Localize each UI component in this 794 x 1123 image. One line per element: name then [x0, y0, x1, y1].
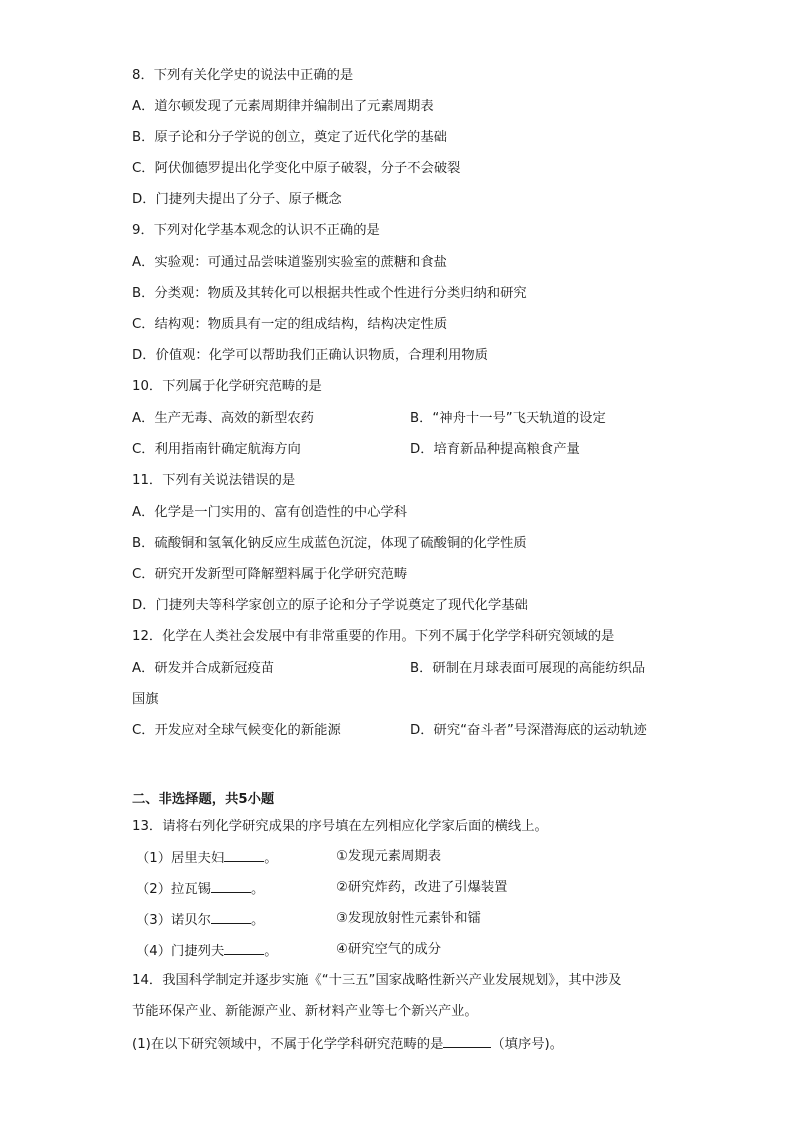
q11-option-b: B．硫酸铜和氢氧化钠反应生成蓝色沉淀，体现了硫酸铜的化学性质 [132, 536, 527, 551]
q8-stem: 8．下列有关化学史的说法中正确的是 [132, 68, 354, 83]
q13-stem: 13．请将右列化学研究成果的序号填在左列相应化学家后面的横线上。 [132, 819, 548, 834]
q12-option-a: A．研发并合成新冠疫苗 [132, 661, 275, 676]
q13-left-2-label: （2）拉瓦锡 [136, 882, 211, 897]
q14-sub1-prompt: (1)在以下研究领域中，不属于化学学科研究范畴的是 [132, 1037, 444, 1052]
q11-stem: 11．下列有关说法错误的是 [132, 473, 296, 488]
q13-end-mark-4: 。 [264, 944, 278, 959]
q13-left-2 [136, 878, 264, 900]
q13-blank-2[interactable] [211, 878, 251, 893]
q12-option-b-continued: 国旗 [132, 692, 159, 707]
q13-left-4-label: （4）门捷列夫 [136, 944, 225, 959]
q8-option-d: D．门捷列夫提出了分子、原子概念 [132, 192, 342, 207]
q13-left-3 [136, 909, 264, 931]
q13-blank-1[interactable] [224, 847, 264, 862]
q13-left-4 [136, 940, 278, 962]
section-title: 二、非选择题，共5小题 [132, 792, 275, 807]
q9-option-c: C．结构观：物质具有一定的组成结构，结构决定性质 [132, 317, 448, 332]
q12-stem: 12．化学在人类社会发展中有非常重要的作用。下列不属于化学学科研究领域的是 [132, 629, 615, 644]
q13-blank-3[interactable] [211, 909, 251, 924]
q12-option-d: D．研究“奋斗者”号深潜海底的运动轨迹 [410, 723, 647, 738]
q11-option-c: C．研究开发新型可降解塑料属于化学研究范畴 [132, 567, 408, 582]
q11-option-a: A．化学是一门实用的、富有创造性的中心学科 [132, 505, 408, 520]
q13-left-1 [136, 847, 278, 869]
q10-stem: 10．下列属于化学研究范畴的是 [132, 379, 322, 394]
q10-option-a: A．生产无毒、高效的新型农药 [132, 411, 314, 426]
q13-end-mark-3: 。 [250, 913, 265, 928]
q14-sub1-suffix: （填序号)。 [491, 1037, 564, 1052]
q13-left-3-label: （3）诺贝尔 [136, 913, 211, 928]
q9-option-d: D．价值观：化学可以帮助我们正确认识物质，合理利用物质 [132, 348, 488, 363]
q13-right-4: ④研究空气的成分 [336, 942, 441, 957]
q10-option-d: D．培育新品种提高粮食产量 [410, 442, 580, 457]
q10-option-b: B．“神舟十一号”飞天轨道的设定 [410, 411, 606, 426]
q13-end-mark-1: 。 [264, 851, 278, 866]
q14-stem-line2: 节能环保产业、新能源产业、新材料产业等七个新兴产业。 [132, 1004, 478, 1019]
q14-sub1 [132, 1033, 563, 1055]
q12-option-b: B．研制在月球表面可展现的高能纺织品 [410, 661, 646, 676]
q13-right-1: ①发现元素周期表 [336, 849, 441, 864]
q9-stem: 9．下列对化学基本观念的认识不正确的是 [132, 223, 380, 238]
q8-option-c: C．阿伏伽德罗提出化学变化中原子破裂，分子不会破裂 [132, 161, 461, 176]
q13-left-1-label: （1）居里夫妇 [136, 851, 225, 866]
q13-blank-4[interactable] [224, 940, 264, 955]
q9-option-b: B．分类观：物质及其转化可以根据共性或个性进行分类归纳和研究 [132, 286, 527, 301]
q14-sub1-blank[interactable] [443, 1033, 491, 1048]
q14-stem-line1: 14．我国科学制定并逐步实施《“十三五”国家战略性新兴产业发展规划》，其中涉及 [132, 973, 622, 988]
q13-right-3: ③发现放射性元素钋和镭 [336, 911, 481, 926]
q13-end-mark-2: 。 [250, 882, 265, 897]
q10-option-c: C．利用指南针确定航海方向 [132, 442, 301, 457]
q8-option-a: A．道尔顿发现了元素周期律并编制出了元素周期表 [132, 99, 434, 114]
q11-option-d: D．门捷列夫等科学家创立的原子论和分子学说奠定了现代化学基础 [132, 598, 528, 613]
q9-option-a: A．实验观：可通过品尝味道鉴别实验室的蔗糖和食盐 [132, 255, 447, 270]
q13-right-2: ②研究炸药，改进了引爆装置 [336, 880, 508, 895]
q12-option-c: C．开发应对全球气候变化的新能源 [132, 723, 341, 738]
q8-option-b: B．原子论和分子学说的创立，奠定了近代化学的基础 [132, 130, 447, 145]
